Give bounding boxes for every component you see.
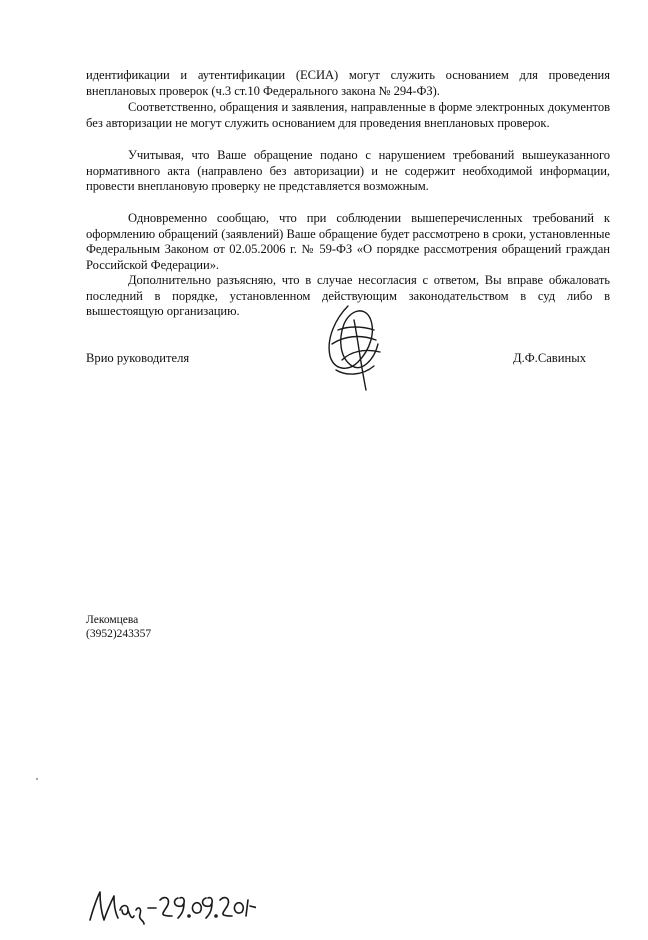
executor-info	[86, 614, 151, 641]
paragraph-1: идентификации и аутентификации (ЕСИА) могут служить основанием для проведения внеплановых проверок (ч.3 ст.10 Федерального закона № 294-ФЗ).	[86, 68, 610, 98]
paragraph-2: Соответственно, обращения и заявления, направленные в форме электронных документов без авторизации не могут служить основанием для проведения внеплановых проверок.	[86, 100, 610, 130]
paragraph-4: Одновременно сообщаю, что при соблюдении вышеперечисленных требований к оформлению обращений (заявлений) Ваше обращение будет рассмотрено в сроки, установленные Федеральным Законом от 02.05.2006 г. № 59-ФЗ «О порядке рассмотрения обращений граждан Российской Федерации».	[86, 211, 610, 272]
handwritten-signature	[318, 300, 390, 396]
executor-name: Лекомцева	[86, 614, 139, 626]
executor-phone: (3952)243357	[86, 627, 152, 640]
signer-position: Врио руководителя	[86, 351, 190, 365]
signer-name: Д.Ф.Савиных	[512, 351, 586, 365]
paragraph-5: Дополнительно разъясняю, что в случае несогласия с ответом, Вы вправе обжаловать последний в порядке, установленном действующим законодательством в суд либо в вышестоящую организацию.	[86, 273, 610, 318]
paragraph-3: Учитывая, что Ваше обращение подано с нарушением требований вышеуказанного нормативного акта (направлено без авторизации) и не содержит необходимой информации, провести внеплановую проверку не представляется возможным.	[86, 148, 610, 193]
scan-speck	[36, 778, 38, 780]
handwritten-note	[86, 886, 256, 928]
